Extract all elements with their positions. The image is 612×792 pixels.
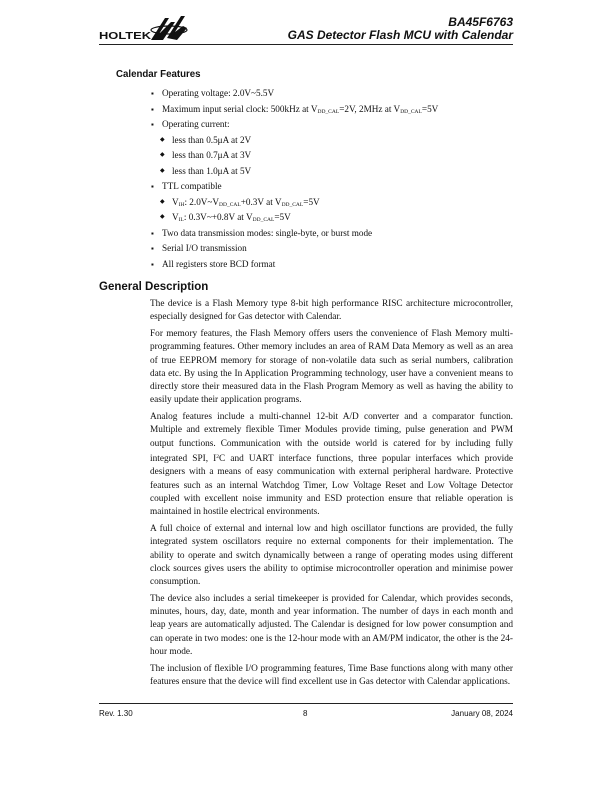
sub-list-item <box>150 195 438 211</box>
item-text: Serial I/O transmission <box>162 243 247 253</box>
paragraph: The inclusion of flexible I/O programming features, Time Base functions along with many other features ensure that the device will find excellent use in Gas detector with Calendar applications. <box>150 663 513 687</box>
list-item <box>150 86 438 102</box>
item-text: =5V <box>421 103 439 114</box>
list-item <box>150 179 438 195</box>
item-text: less than 0.7μA at 3V <box>172 150 252 160</box>
page-number: 8 <box>303 709 308 718</box>
paragraph: The device also includes a serial timekeeper is provided for Calendar, which provides seconds, minutes, hours, day, date, month and year information. The number of days in each month and leap years are automatically adjusted. The Calendar is designed for low power consumption and can operate in two modes: one is the 12-hour mode with an AM/PM indicator, the other is the 24-hour mode. <box>150 593 513 657</box>
item-text: =5V <box>303 196 320 207</box>
subscript: DD_CAL <box>252 217 275 223</box>
bullet-icon: ▪ <box>151 89 154 98</box>
bullet-icon: ▪ <box>151 228 154 238</box>
bullet-icon: ▪ <box>151 244 154 253</box>
item-text: V <box>172 212 179 222</box>
paragraph <box>150 411 513 519</box>
item-text: less than 1.0μA at 5V <box>172 165 252 176</box>
list-item <box>150 117 438 133</box>
general-description-heading: General Description <box>99 281 209 293</box>
list-item <box>150 102 438 118</box>
part-number: BA45F6763 <box>448 15 513 29</box>
diamond-bullet-icon: ◆ <box>160 167 165 174</box>
item-text: +0.3V at V <box>240 196 282 207</box>
revision: Rev. 1.30 <box>99 709 133 718</box>
subscript: DD_CAL <box>219 201 241 208</box>
document-title: GAS Detector Flash MCU with Calendar <box>287 28 513 42</box>
calendar-features-list <box>150 86 438 272</box>
sub-list-item <box>150 210 438 226</box>
diamond-bullet-icon: ◆ <box>160 214 165 220</box>
paragraph-text: Analog features include a multi-channel 12-bit A/D converter and a comparator function. Multiple and extremely flexible Timer Modules provide timing, pulse generation and PWM output functions. Communication with the outside world is catered for by including fully integrated SPI, I <box>150 412 513 465</box>
sub-list-item <box>150 164 438 180</box>
item-text: =5V <box>274 212 291 222</box>
list-item <box>150 257 438 273</box>
footer-divider <box>99 703 513 704</box>
item-text: Two data transmission modes: single-byte, or burst mode <box>162 227 373 238</box>
item-text: Operating voltage: 2.0V~5.5V <box>162 88 275 98</box>
calendar-features-heading: Calendar Features <box>116 69 201 80</box>
diamond-bullet-icon: ◆ <box>160 136 165 143</box>
date: January 08, 2024 <box>451 709 513 718</box>
item-text: : 0.3V~+0.8V at V <box>183 212 253 222</box>
list-item <box>150 226 438 242</box>
subscript: DD_CAL <box>400 108 422 115</box>
header-divider <box>99 44 513 45</box>
bullet-icon: ▪ <box>151 120 154 129</box>
item-text: : 2.0V~V <box>184 196 220 207</box>
general-description-body <box>150 298 513 693</box>
subscript: IH <box>178 201 185 208</box>
subscript: DD_CAL <box>317 108 340 115</box>
subscript: IL <box>178 217 184 223</box>
diamond-bullet-icon: ◆ <box>160 198 165 205</box>
bullet-icon: ▪ <box>151 104 154 114</box>
item-text: Operating current: <box>162 119 230 129</box>
paragraph: A full choice of external and internal low and high oscillator functions are provided, the fully integrated system oscillators require no external components for their implementation. The ability to operate and switch dynamically between a range of operating modes using different clock sources gives users the ability to optimise microcontroller operation and minimise power consumption. <box>150 523 513 588</box>
holtek-logo <box>99 14 189 44</box>
svg-text:HOLTEK: HOLTEK <box>99 31 152 42</box>
item-text: TTL compatible <box>162 181 222 191</box>
item-text: =2V, 2MHz at V <box>339 103 401 114</box>
bullet-icon: ▪ <box>151 182 154 191</box>
item-text: All registers store BCD format <box>162 258 276 269</box>
sub-list-item <box>150 133 438 149</box>
item-text: Maximum input serial clock: 500kHz at V <box>162 103 318 114</box>
item-text: less than 0.5μA at 2V <box>172 134 252 145</box>
bullet-icon: ▪ <box>151 259 154 269</box>
paragraph-text: C and UART interface functions, three popular interfaces which provide designers with a means of easy communication with external peripheral hardware. Protective features such as an internal Watchdog Timer, Low Voltage Reset and Low Voltage Detector coupled with excellent noise immunity and ESD protection ensure that reliable operation is maintained in hostile electrical environments. <box>150 454 513 518</box>
subscript: DD_CAL <box>281 201 304 208</box>
diamond-bullet-icon: ◆ <box>160 152 165 158</box>
superscript: 2 <box>216 454 220 461</box>
list-item <box>150 241 438 257</box>
paragraph: For memory features, the Flash Memory offers users the convenience of Flash Memory multi-programming features. Other memory includes an area of RAM Data Memory as well as an area of true EEPROM memory for storage of non-volatile data such as serial numbers, calibration data etc. By using the In Application Programming technology, user have a convenient means to directly store their measured data in the Flash Program Memory as well as having the ability to easily update their application programs. <box>150 328 513 406</box>
item-text: V <box>172 196 179 207</box>
sub-list-item <box>150 148 438 164</box>
paragraph: The device is a Flash Memory type 8-bit high performance RISC architecture microcontroller, especially designed for Gas detector with Calendar. <box>150 299 513 323</box>
